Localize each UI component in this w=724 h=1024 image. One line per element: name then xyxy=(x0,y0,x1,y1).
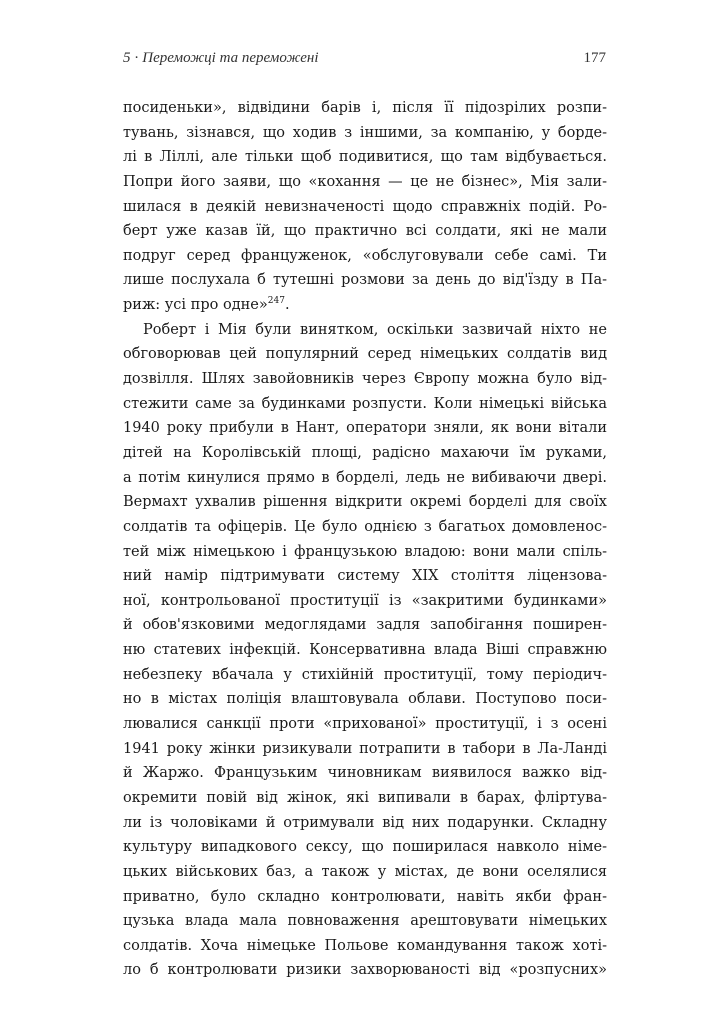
text-line: цьких військових баз, а також у містах, де вони оселялися xyxy=(123,863,607,880)
chapter-title: Переможці та переможені xyxy=(142,50,319,66)
text-line: цузька влада мала повноваження арештовувати німецьких xyxy=(123,913,607,930)
text-line: тей між німецькою і французькою владою: вони мали спіль- xyxy=(123,543,607,560)
text-line: ню статевих інфекцій. Консервативна влада Віші справжню xyxy=(123,642,607,659)
chapter-number: 5 xyxy=(123,50,131,66)
text-line: 1941 року жінки ризикували потрапити в табори в Ла-Ланді xyxy=(123,740,607,757)
text-line: дітей на Королівській площі, радісно махаючи їм руками, xyxy=(123,444,607,461)
text-line: ний намір підтримувати систему XIX століття ліцензова- xyxy=(123,568,607,585)
text-line: тувань, зізнався, що ходив з іншими, за компанію, у борде- xyxy=(123,124,607,141)
text-line: посиденьки», відвідини барів і, після її підозрілих розпи- xyxy=(123,100,607,116)
paragraph xyxy=(123,318,607,983)
text-line: ли із чоловіками й отримували від них подарунки. Складну xyxy=(123,814,607,831)
text-line: культуру випадкового сексу, що поширилася навколо німе- xyxy=(123,839,607,856)
text-line: лі в Ліллі, але тільки щоб подивитися, що там відбувається. xyxy=(123,149,607,166)
text-line: 1940 року прибули в Нант, оператори зняли, як вони вітали xyxy=(123,420,607,437)
text-line: небезпеку вбачала у стихійній проституції, тому періодич- xyxy=(123,666,607,683)
text-line: окремити повій від жінок, які випивали в барах, флiртува- xyxy=(123,789,607,806)
text-line: подруг серед француженок, «обслуговували себе самі. Ти xyxy=(123,247,607,264)
text-line: лише послухала б тутешні розмови за день до від'їзду в Па- xyxy=(123,272,607,289)
footnote-reference[interactable]: 247 xyxy=(267,296,285,307)
text-line: приватно, було складно контролювати, навіть якби фран- xyxy=(123,888,607,905)
text-line: солдатів. Хоча німецьке Польове командування також хоті- xyxy=(123,937,607,954)
text-line: а потім кинулися прямо в борделі, ледь не вибиваючи двері. xyxy=(123,469,607,486)
body-text xyxy=(123,96,607,983)
text-line: лювалися санкції проти «прихованої» проституції, і з осені xyxy=(123,716,607,733)
text-line: но в містах поліція влаштовувала облави. Поступово поси- xyxy=(123,691,607,708)
text-line: шилася в деякій невизначеності щодо справжніх подій. Ро- xyxy=(123,198,607,215)
text-line: обговорював цей популярний серед німецьких солдатів вид xyxy=(123,346,607,363)
text-line: й обов'язковими медоглядами задля запобігання поширен- xyxy=(123,617,607,634)
text-line: солдатів та офіцерів. Це було однією з багатьох домовленос- xyxy=(123,518,607,535)
text-line: дозвілля. Шлях завойовників через Європу можна було від- xyxy=(123,371,607,388)
text-line: ло б контролювати ризики захворюваності від «розпусних» xyxy=(123,962,607,979)
header-separator: · xyxy=(134,50,139,66)
paragraph xyxy=(123,96,607,318)
text-line: Роберт і Мія були винятком, оскільки зазвичай ніхто не xyxy=(143,321,607,338)
page-number: 177 xyxy=(583,50,606,66)
text-line: стежити саме за будинками розпусти. Коли німецькі війська xyxy=(123,395,607,412)
text-line xyxy=(123,293,607,318)
running-head xyxy=(123,50,319,67)
text-line: й Жаржо. Французьким чиновникам виявилося важко від- xyxy=(123,765,607,782)
text-line: ної, контрольованої проституції із «закритими будинками» xyxy=(123,592,607,609)
text-line: Попри його заяви, що «кохання — це не бізнес», Мія зали- xyxy=(123,173,607,190)
text-fragment: риж: усі про одне» xyxy=(123,297,268,314)
text-fragment: . xyxy=(284,297,290,314)
text-line: берт уже казав їй, що практично всі солдати, які не мали xyxy=(123,223,607,240)
text-line: Вермахт ухвалив рішення відкрити окремі борделі для своїх xyxy=(123,494,607,511)
